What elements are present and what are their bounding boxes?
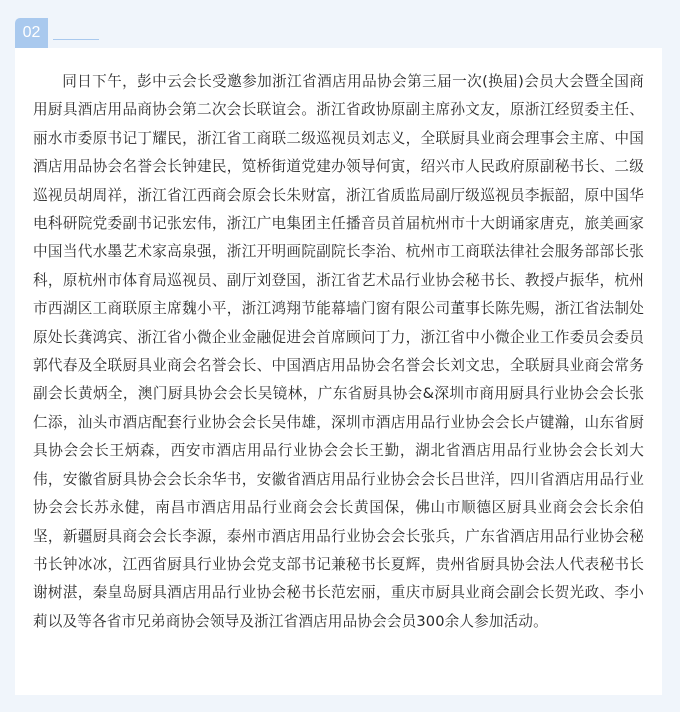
content-card	[15, 48, 662, 695]
section-number-badge: 02	[15, 18, 48, 48]
article-paragraph: 同日下午，彭中云会长受邀参加浙江省酒店用品协会第三届一次(换届)会员大会暨全国商用厨具酒店用品商协会第二次会长联谊会。浙江省政协原副主席孙文友，原浙江经贸委主任、丽水市委原书记丁耀民，浙江省工商联二级巡视员刘志义，全联厨具业商会理事会主席、中国酒店用品协会名誉会长钟建民，笕桥街道党建办领导何寅，绍兴市人民政府原副秘书长、二级巡视员胡周祥，浙江省江西商会原会长朱财富，浙江省质监局副厅级巡视员李振韶，原中国华电科研院党委副书记张宏伟，浙江广电集团主任播音员首届杭州市十大朗诵家唐克，旅美画家中国当代水墨艺术家高泉强，浙江开明画院副院长李治、杭州市工商联法律社会服务部部长张科，原杭州市体育局巡视员、副厅刘登国，浙江省艺术品行业协会秘书长、教授卢振华，杭州市西湖区工商联原主席魏小平，浙江鸿翔节能幕墙门窗有限公司董事长陈先赐，浙江省法制处原处长龚鸿宾、浙江省小微企业金融促进会首席顾问丁力，浙江省中小微企业工作委员会委员郭代春及全联厨具业商会名誉会长、中国酒店用品协会名誉会长刘文忠，全联厨具业商会常务副会长黄炳全，澳门厨具协会会长吴镜林，广东省厨具协会&深圳市商用厨具行业协会会长张仁添，汕头市酒店配套行业协会会长吴伟雄，深圳市酒店用品行业协会会长卢键瀚，山东省厨具协会会长王炳森，西安市酒店用品行业协会会长王勤，湖北省酒店用品行业协会会长刘大伟，安徽省厨具协会会长余华书，安徽省酒店用品行业协会会长吕世洋，四川省酒店用品行业协会会长苏永健，南昌市酒店用品行业商会会长黄国保，佛山市顺德区厨具业商会会长余伯坚，新疆厨具商会会长李源，泰州市酒店用品行业协会会长张兵，广东省酒店用品行业协会秘书长钟冰冰，江西省厨具行业协会党支部书记兼秘书长夏辉，贵州省厨具协会法人代表秘书长谢树湛，秦皇岛厨具酒店用品行业协会秘书长范宏丽，重庆市厨具业商会副会长贺光政、李小莉以及等各省市兄弟商协会领导及浙江省酒店用品协会会员300余人参加活动。	[33, 73, 644, 630]
section-divider-line	[53, 39, 99, 40]
